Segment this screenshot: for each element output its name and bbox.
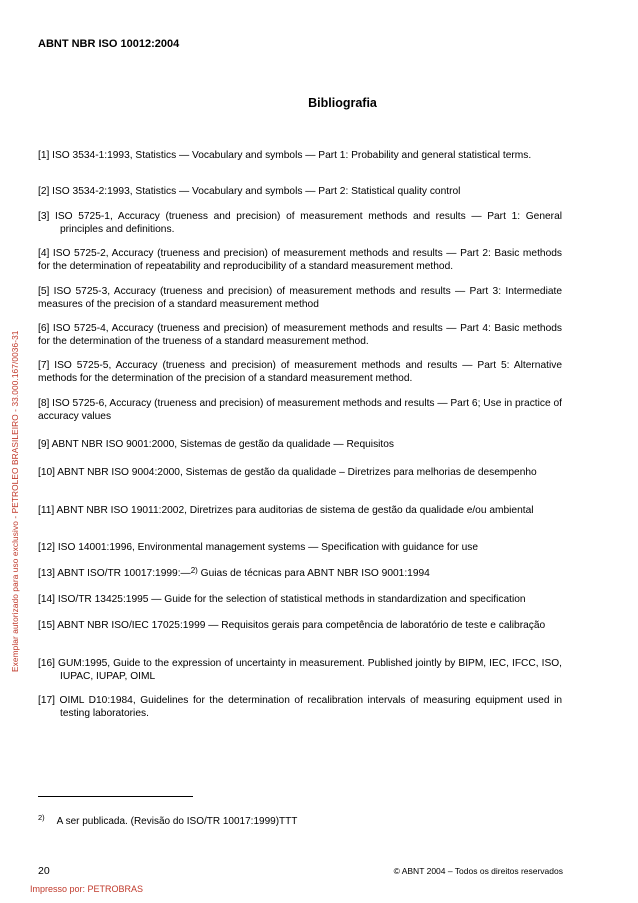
reference-item: [5] ISO 5725-3, Accuracy (trueness and precision) of measurement methods and results — Part 3: Intermediate measures of the precision of a standard measurement method — [38, 286, 562, 311]
reference-item: [3] ISO 5725-1, Accuracy (trueness and precision) of measurement methods and results — Part 1: General principles and definitions. — [38, 211, 562, 236]
reference-item: [1] ISO 3534-1:1993, Statistics — Vocabulary and symbols — Part 1: Probability and general statistical terms. — [38, 150, 532, 161]
reference-item: [7] ISO 5725-5, Accuracy (trueness and precision) of measurement methods and results — Part 5: Alternative methods for the determination of the precision of a standard measurement method. — [38, 360, 562, 385]
reference-item — [38, 567, 562, 580]
reference-text: [13] ABNT ISO/TR 10017:1999:— — [38, 568, 191, 579]
reference-item: [2] ISO 3534-2:1993, Statistics — Vocabulary and symbols — Part 2: Statistical quality control — [38, 186, 461, 197]
footnote-mark: 2) — [38, 813, 45, 822]
reference-item: [16] GUM:1995, Guide to the expression of uncertainty in measurement. Published jointly by BIPM, IEC, IFCC, ISO, IUPAC, IUPAP, OIML — [38, 658, 562, 683]
reference-item: [11] ABNT NBR ISO 19011:2002, Diretrizes para auditorias de sistema de gestão da qualidade e/ou ambiental — [38, 505, 534, 516]
footnote-marker: 2) — [190, 566, 198, 575]
reference-item: [15] ABNT NBR ISO/IEC 17025:1999 — Requisitos gerais para competência de laboratório de teste e calibração — [38, 620, 546, 631]
reference-item: [8] ISO 5725-6, Accuracy (trueness and precision) of measurement methods and results — Part 6; Use in practice of accuracy values — [38, 398, 562, 423]
reference-item: [17] OIML D10:1984, Guidelines for the determination of recalibration intervals of measuring equipment used in testing laboratories. — [38, 695, 562, 720]
document-code: ABNT NBR ISO 10012:2004 — [38, 38, 180, 50]
reference-item: [10] ABNT NBR ISO 9004:2000, Sistemas de gestão da qualidade – Diretrizes para melhorias de desempenho — [38, 467, 537, 478]
reference-item: [9] ABNT NBR ISO 9001:2000, Sistemas de gestão da qualidade — Requisitos — [38, 439, 395, 450]
reference-text: Guias de técnicas para ABNT NBR ISO 9001:1994 — [197, 568, 430, 579]
copyright-notice: © ABNT 2004 – Todos os direitos reservados — [393, 866, 563, 876]
reference-item: [12] ISO 14001:1996, Environmental management systems — Specification with guidance for use — [38, 542, 479, 553]
footnote-divider — [38, 796, 193, 797]
footnote — [38, 813, 298, 827]
reference-item: [6] ISO 5725-4, Accuracy (trueness and precision) of measurement methods and results — Part 4: Basic methods for the determination of the trueness of a standard measurement method. — [38, 323, 562, 348]
footnote-text: A ser publicada. (Revisão do ISO/TR 10017:1999)TTT — [56, 816, 298, 827]
authorization-stamp: Exemplar autorizado para uso exclusivo - PETROLEO BRASILEIRO - 33.000.167/0036-31 — [10, 330, 20, 672]
printed-by-notice: Impresso por: PETROBRAS — [30, 884, 144, 894]
reference-item: [4] ISO 5725-2, Accuracy (trueness and precision) of measurement methods and results — Part 2: Basic methods for the determination of repeatability and reproducibility of a standard measurement method. — [38, 248, 562, 273]
page-title: Bibliografia — [308, 96, 377, 110]
page-number: 20 — [38, 865, 50, 877]
reference-item: [14] ISO/TR 13425:1995 — Guide for the selection of statistical methods in standardization and specification — [38, 594, 526, 605]
